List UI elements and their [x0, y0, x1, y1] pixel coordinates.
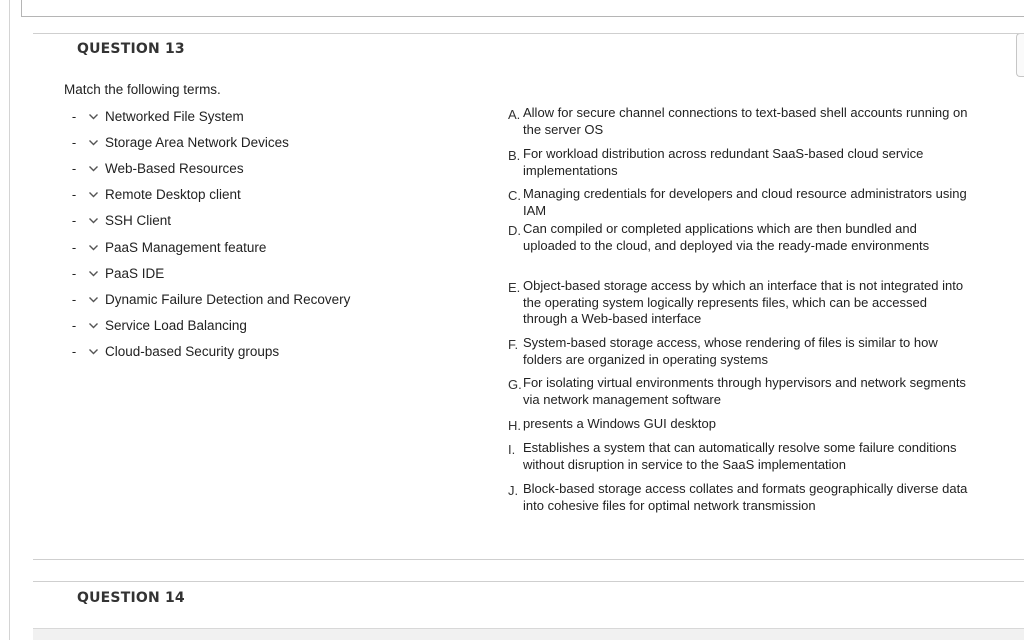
option-text: Block-based storage access collates and formats geographically diverse data into cohesive files for optimal network transmission: [523, 481, 968, 513]
selected-answer: -: [71, 213, 77, 229]
selected-answer: -: [71, 239, 77, 255]
selected-answer: -: [71, 265, 77, 281]
option-item: [508, 335, 978, 375]
selected-answer: -: [71, 291, 77, 307]
question-14-content-area: [33, 628, 1024, 640]
option-letter: I.: [508, 442, 516, 457]
term-label: Service Load Balancing: [105, 318, 247, 334]
term-answer-select[interactable]: [64, 288, 100, 310]
term-label: Dynamic Failure Detection and Recovery: [105, 291, 351, 307]
option-item: [508, 416, 978, 440]
term-answer-select[interactable]: [64, 315, 100, 337]
option-letter: H.: [508, 418, 521, 433]
chevron-down-icon: [87, 319, 100, 332]
chevron-down-icon: [87, 162, 100, 175]
term-row: [64, 182, 464, 208]
option-item: [508, 221, 978, 278]
term-row: [64, 155, 464, 181]
matching-options-list: [508, 105, 978, 517]
term-row: [64, 103, 464, 129]
question-14-top-divider: [33, 581, 1024, 582]
page-left-border: [9, 0, 10, 640]
term-label: Remote Desktop client: [105, 187, 241, 203]
term-answer-select[interactable]: [64, 262, 100, 284]
option-item: [508, 278, 978, 335]
term-answer-select[interactable]: [64, 341, 100, 363]
option-letter: G.: [508, 377, 522, 392]
question-13-title: QUESTION 13: [77, 41, 185, 57]
matching-terms-list: [64, 103, 464, 365]
term-label: PaaS IDE: [105, 265, 165, 281]
option-item: [508, 481, 978, 517]
chevron-down-icon: [87, 241, 100, 254]
selected-answer: -: [71, 187, 77, 203]
chevron-down-icon: [87, 345, 100, 358]
chevron-down-icon: [87, 214, 100, 227]
question-14-title: QUESTION 14: [77, 590, 185, 606]
term-label: Networked File System: [105, 108, 244, 124]
option-letter: J.: [508, 483, 519, 498]
term-label: Storage Area Network Devices: [105, 134, 289, 150]
side-panel-tab[interactable]: [1016, 33, 1024, 77]
question-13-instructions: Match the following terms.: [64, 82, 221, 97]
term-answer-select[interactable]: [64, 131, 100, 153]
selected-answer: -: [71, 108, 77, 124]
selected-answer: -: [71, 344, 77, 360]
option-text: Can compiled or completed applications which are then bundled and uploaded to the cloud, and deployed via the ready-made environments: [523, 221, 930, 253]
term-answer-select[interactable]: [64, 210, 100, 232]
option-letter: B.: [508, 148, 521, 163]
chevron-down-icon: [87, 136, 100, 149]
term-row: [64, 129, 464, 155]
term-label: PaaS Management feature: [105, 239, 267, 255]
selected-answer: -: [71, 318, 77, 334]
option-letter: F.: [508, 337, 519, 352]
chevron-down-icon: [87, 188, 100, 201]
chevron-down-icon: [87, 267, 100, 280]
selected-answer: -: [71, 160, 77, 176]
option-item: [508, 186, 978, 221]
option-item: [508, 105, 978, 146]
selected-answer: -: [71, 134, 77, 150]
option-letter: D.: [508, 223, 521, 238]
option-text: Managing credentials for developers and cloud resource administrators using IAM: [523, 186, 967, 218]
term-row: [64, 260, 464, 286]
option-text: For workload distribution across redundant SaaS-based cloud service implementations: [523, 146, 924, 178]
term-answer-select[interactable]: [64, 236, 100, 258]
option-letter: E.: [508, 280, 521, 295]
term-label: Web-Based Resources: [105, 160, 244, 176]
option-item: [508, 146, 978, 186]
term-answer-select[interactable]: [64, 157, 100, 179]
option-text: For isolating virtual environments through hypervisors and network segments via network management software: [523, 375, 966, 407]
question-13-bottom-divider: [33, 559, 1024, 560]
option-letter: C.: [508, 188, 521, 203]
previous-question-box: [21, 0, 1024, 17]
term-row: [64, 234, 464, 260]
term-label: SSH Client: [105, 213, 172, 229]
option-text: presents a Windows GUI desktop: [523, 416, 716, 431]
option-item: [508, 440, 978, 481]
term-row: [64, 286, 464, 312]
chevron-down-icon: [87, 110, 100, 123]
term-answer-select[interactable]: [64, 105, 100, 127]
option-text: Establishes a system that can automatically resolve some failure conditions without disruption in service to the SaaS implementation: [523, 440, 957, 472]
term-row: [64, 313, 464, 339]
term-row: [64, 208, 464, 234]
option-letter: A.: [508, 107, 521, 122]
option-text: Object-based storage access by which an interface that is not integrated into the operating system logically represents files, which can be accessed through a Web-based interface: [523, 278, 964, 326]
chevron-down-icon: [87, 293, 100, 306]
option-item: [508, 375, 978, 416]
option-text: Allow for secure channel connections to text-based shell accounts running on the server OS: [523, 105, 968, 137]
question-13-top-divider: [33, 33, 1024, 34]
term-answer-select[interactable]: [64, 184, 100, 206]
term-label: Cloud-based Security groups: [105, 344, 280, 360]
option-text: System-based storage access, whose rendering of files is similar to how folders are organized in operating systems: [523, 335, 938, 367]
term-row: [64, 339, 464, 365]
